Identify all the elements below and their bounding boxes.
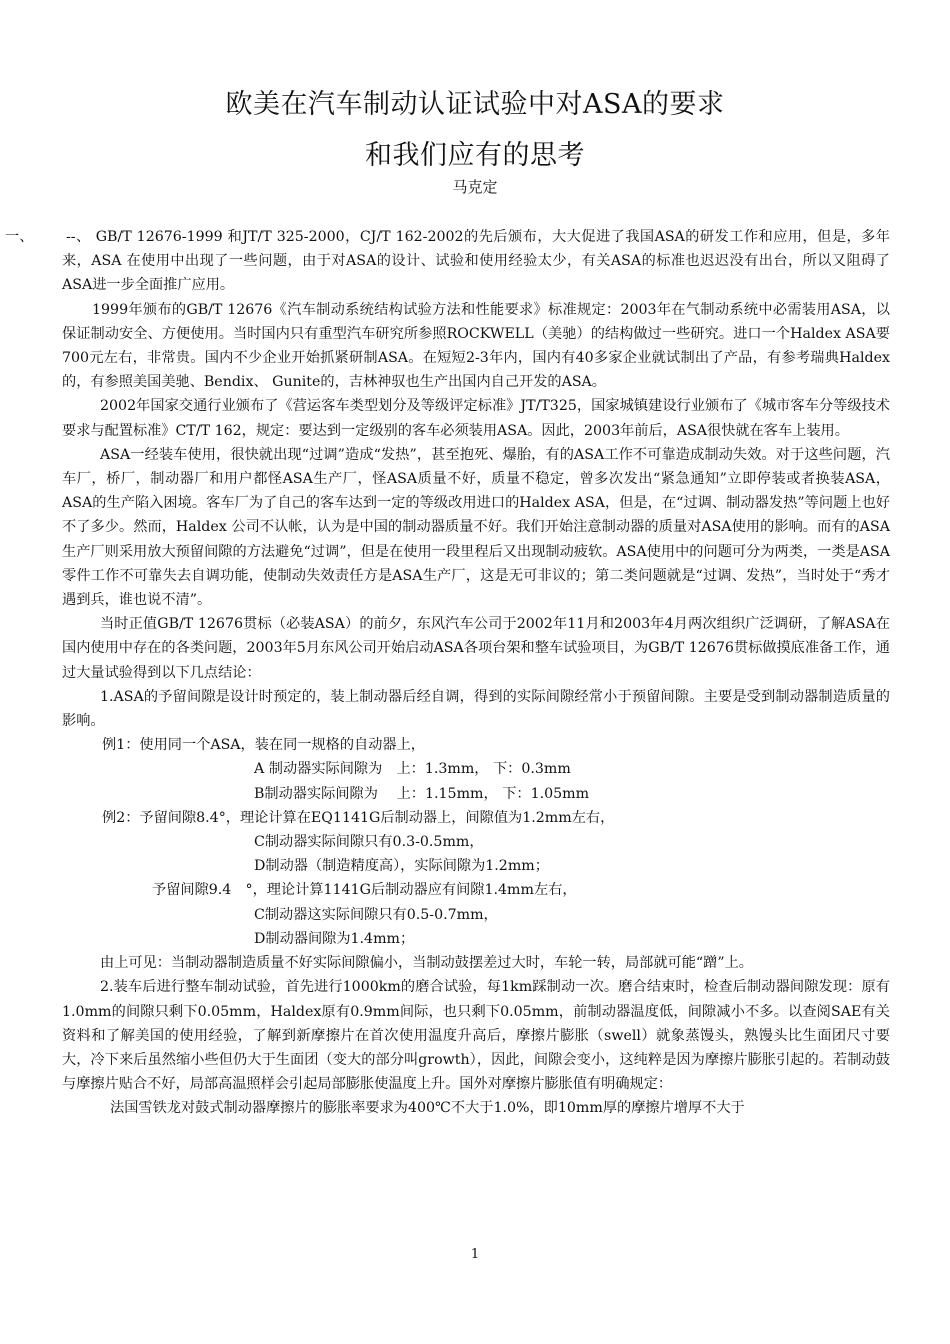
page-number: 1 [470, 1247, 480, 1262]
example-1-brake-b: B制动器实际间隙为 上：1.15mm， 下：1.05mm [254, 785, 590, 802]
paragraph-standard: 1999年颁布的GB/T 12676《汽车制动系统结构试验方法和性能要求》标准规定：2003年在气制动系统中必需装用ASA，以保证制动安全、方便使用。当时国内只有重型汽车研究所参照ROCKWELL（美驰）的结构做过一些研究。进口一个Haldex ASA要700元左右，非常贵。国内不少企业开始抓紧研制ASA。在短短2-3年内，国内有40多家企业就试制出了产品，有参考瑞典Haldex的，有参照美国美驰、Bendix、 Gunite的，吉林神驭也生产出国内自己开发的ASA。 [62, 301, 890, 391]
example-3-heading: 予留间隙9.4 °，理论计算1141G后制动器应有间隙1.4mm左右， [152, 882, 577, 899]
paragraph-dongfeng: 当时正值GB/T 12676贯标（必装ASA）的前夕，东风汽车公司于2002年11月和2003年4月两次组织广泛调研，了解ASA在国内使用中存在的各类问题，2003年5月东风公司开始启动ASA各项台架和整车试验项目，为GB/T 12676贯标做摸底准备工作，通过大量试验得到以下几点结论： [62, 616, 890, 681]
author-name: 马克定 [452, 178, 498, 196]
paragraph-conclusion-2: 2.装车后进行整车制动试验，首先进行1000km的磨合试验，每1km踩制动一次。磨合结束时，检查后制动器间隙发现：原有1.0mm的间隙只剩下0.05mm，Haldex原有0.9mm间际，也只剩下0.05mm，前制动器温度低，间隙减小不多。以查阅SAE有关资料和了解美国的使用经验，了解到新摩擦片在首次使用温度升高后，摩擦片膨胀（swell）就象蒸馒头，熟馒头比生面团尺寸要大，冷下来后虽然缩小些但仍大于生面团（变大的部分叫growth），因此，间隙会变小，这纯粹是因为摩擦片膨胀引起的。若制动鼓与摩擦片贴合不好，局部高温照样会引起局部膨胀使温度上升。国外对摩擦片膨胀值有明确规定： [62, 979, 890, 1093]
title-line-2: 和我们应有的思考 [365, 140, 585, 171]
paragraph-citroen: 法国雪铁龙对鼓式制动器摩擦片的膨胀率要求为400℃不大于1.0%，即10mm厚的摩擦片增厚不大于 [110, 1100, 745, 1117]
paragraph-summary: 由上可见：当制动器制造质量不好实际间隙偏小，当制动鼓摆差过大时，车轮一转，局部就可能“蹭”上。 [100, 955, 753, 972]
example-2-brake-c: C制动器实际间隙只有0.3-0.5mm， [254, 834, 484, 851]
paragraph-conclusion-1: 1.ASA的予留间隙是设计时预定的，装上制动器后经自调，得到的实际间隙经常小于预留间隙。主要是受到制动器制造质量的影响。 [62, 688, 890, 730]
example-3-brake-c: C制动器这实际间隙只有0.5-0.7mm， [254, 906, 498, 923]
paragraph-intro: --、 GB/T 12676-1999 和JT/T 325-2000，CJ/T 162-2002的先后颁布，大大促进了我国ASA的研发工作和应用，但是，多年来，ASA 在使用中出现了一些问题，由于对ASA的设计、试验和使用经验太少，有关ASA的标准也迟迟没有出台，所以又阻碍了ASA进一步全面推广应用。 [62, 229, 890, 294]
example-1-brake-a: A 制动器实际间隙为 上：1.3mm， 下：0.3mm [254, 761, 571, 778]
paragraph-problems: ASA一经装车使用，很快就出现“过调”造成“发热”，甚至抱死、爆胎，有的ASA工作不可靠造成制动失效。对于这些问题，汽车厂，桥厂，制动器厂和用户都怪ASA生产厂，怪ASA质量不好，质量不稳定，曾多次发出“紧急通知”立即停装或者换装ASA，ASA的生产陷入困境。客车厂为了自己的客车达到一定的等级改用进口的Haldex ASA，但是，在“过调、制动器发热”等问题上也好不了多少。然而，Haldex 公司不认帐，认为是中国的制动器质量不好。我们开始注意制动器的质量对ASA使用的影响。而有的ASA生产厂则采用放大预留间隙的方法避免“过调”，但是在使用一段里程后又出现制动疲软。ASA使用中的问题可分为两类，一类是ASA零件工作不可靠失去自调功能，使制动失效责任方是ASA生产厂，这是无可非议的；第二类问题就是“过调、发热”，当时处于“秀才遇到兵，谁也说不清”。 [62, 446, 890, 609]
example-2-brake-d: D制动器（制造精度高），实际间隙为1.2mm； [254, 858, 549, 875]
example-2-heading: 例2：予留间隙8.4°，理论计算在EQ1141G后制动器上，间隙值为1.2mm左右， [102, 809, 615, 826]
paragraph-bus-standards: 2002年国家交通行业颁布了《营运客车类型划分及等级评定标准》JT/T325，国家城镇建设行业颁布了《城市客车分等级技术要求与配置标准》CT/T 162，规定：要达到一定级别的客车必须装用ASA。因此，2003年前后，ASA很快就在客车上装用。 [62, 398, 890, 439]
section-marker: 一、 [5, 229, 34, 245]
title-line-1: 欧美在汽车制动认证试验中对ASA的要求 [225, 89, 725, 120]
example-3-brake-d: D制动器间隙为1.4mm； [254, 930, 415, 947]
document-body [62, 225, 890, 1121]
example-1-heading: 例1：使用同一个ASA，装在同一规格的自动器上， [102, 737, 425, 754]
